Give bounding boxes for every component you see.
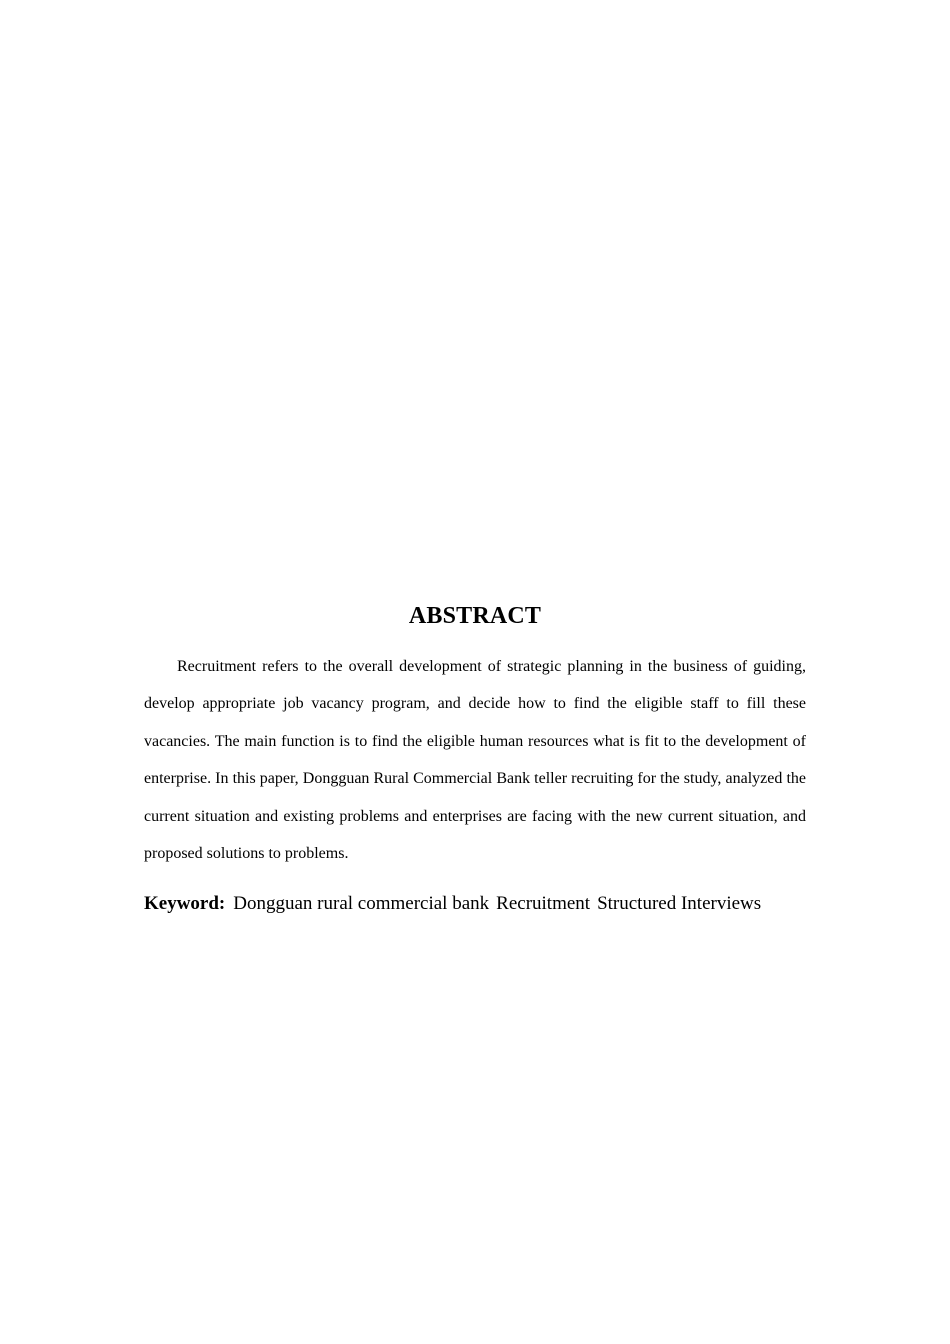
keyword-item: Dongguan rural commercial bank — [233, 893, 490, 915]
keyword-item: Recruitment — [496, 893, 591, 915]
keyword-label: Keyword: — [144, 893, 226, 915]
abstract-paragraph: Recruitment refers to the overall development of strategic planning in the business of guiding, develop appropriate job vacancy program, and decide how to find the eligible staff to fill these vacancies. The main function is to find the eligible human resources what is fit to the development of enterprise. In this paper, Dongguan Rural Commercial Bank teller recruiting for the study, analyzed the current situation and existing problems and enterprises are facing with the new current situation, and proposed solutions to problems. — [144, 658, 806, 863]
keyword-item: Structured Interviews — [597, 893, 762, 915]
keyword-line — [144, 890, 806, 918]
abstract-heading: ABSTRACT — [408, 603, 542, 629]
abstract-section — [144, 600, 806, 918]
